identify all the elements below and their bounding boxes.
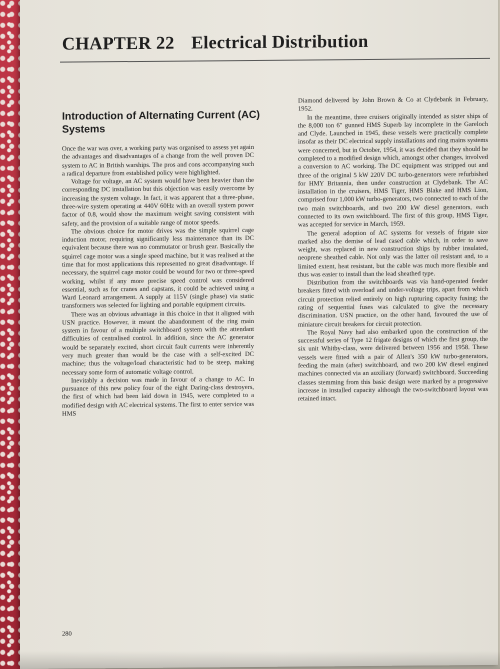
paragraph: Inevitably a decision was made in favour of a change to AC. In pursuance of this new policy four of the eight Daring-class destroyers, the first of which had been laid down in 1945, were completed to a modified design with AC electrical systems. The first to enter service was HMS — [62, 375, 254, 418]
right-column — [298, 96, 488, 404]
page-number: 280 — [62, 630, 72, 638]
paragraph: Distribution from the switchboards was via hand-operated feeder breakers fitted with overload and under-voltage trips, apart from which circuit protection relied entirely on high rupturing capacity fusing; the rating of sequential fuses was calculated to give the necessary discrimination. USN practice, on the other hand, favoured the use of miniature circuit breakers for circuit protection. — [298, 278, 488, 329]
paragraph: There was an obvious advantage in this choice in that it aligned with USN practice. However, it meant the abandonment of the ring main system in favour of a multiple switchboard system with the attendant difficulties of centralised control. In addition, since the AC generator would be separately excited, short circuit fault currents were inherently very much greater than would be the case with a self-excited DC machine; thus the voltage/load characteristic had to be steep, making necessary some form of automatic voltage control. — [62, 309, 254, 377]
paragraph: Once the war was over, a working party was organised to assess yet again the advantages and disadvantages of a change from the well proven DC system to AC in British warships. The pros and cons accompanying such a radical departure from established policy were highlighted. — [62, 143, 254, 178]
paragraph: The obvious choice for motor drives was the simple squirrel cage induction motor, requiring significantly less maintenance than its DC equivalent because there was no commutator or brush gear. Basically the squirrel cage motor was a single speed machine, but it was realised at the time that for most applications this represented no great disadvantage. If necessary, the squirrel cage motor could be wound for two or three-speed working, whilst if any more precise speed control was considered essential, such as for cranes and capstans, it could be achieved using a Ward Leonard arrangement. A supply at 115V (single phase) via static transformers was selected for lighting and portable equipment circuits. — [62, 226, 254, 310]
chapter-heading — [62, 30, 462, 54]
chapter-number: CHAPTER 22 — [62, 32, 175, 54]
paragraph: The Royal Navy had also embarked upon the construction of the successful series of Type 12 frigate designs of which the first group, the six unit Whitby-class, were delivered between 1956 and 1958. These vessels were fitted with a pair of Allen's 350 kW turbo-generators, feeding the main (after) switchboard, and two 200 kW diesel engined machines connected via an auxiliary (forward) switchboard. Succeeding classes stemming from this basic design were marked by a progressive increase in installed capacity although the two-switchboard layout was retained intact. — [298, 327, 488, 403]
left-column — [62, 144, 254, 419]
paragraph: Voltage for voltage, an AC system would have been heavier than the corresponding DC installation but this objection was easily overcome by increasing the system voltage. In fact, it was apparent that a three-phase, three-wire system operating at 440V 60Hz with an overall system power factor of 0.8, would show the maximum weight saving consistent with safety, and the provision of a suitable range of motor speeds. — [62, 177, 254, 228]
heading-rule — [60, 58, 490, 63]
page-shadow — [20, 651, 500, 669]
fabric-background — [0, 0, 22, 669]
paragraph: Diamond delivered by John Brown & Co at Clydebank in February, 1952. — [298, 95, 488, 113]
paragraph: The general adoption of AC systems for vessels of frigate size marked also the demise of lead cased cable which, in order to save weight, was replaced in new construction ships by rubber insulated, neoprene sheathed cable. Not only was the latter oil resistant and, to a limited extent, heat resistant, but the cable was much more flexible and thus was easier to install than the lead sheathed type. — [298, 228, 488, 279]
book-page — [20, 0, 498, 669]
paragraph: In the meantime, three cruisers originally intended as sister ships of the 8,000 ton 6" gunned HMS Superb lay incomplete in the Gareloch and Clyde. Launched in 1945, these vessels were practically complete insofar as their DC electrical supply installations and ring mains systems were concerned, but in October, 1954, it was decided that they should be completed to a modified design which, amongst other changes, involved a conversion to AC working. The DC equipment was stripped out and three of the original 5 kW 220V DC turbo-generators were refurbished for HMY Britannia, then under construction at Clydebank. The AC installation in the cruisers, HMS Tiger, HMS Blake and HMS Lion, comprised four 1,000 kW turbo-generators, two connected to each of the two main switchboards, and two 200 kW diesel generators, each connected to its own switchboard. The first of this group, HMS Tiger, was accepted for service in March, 1959. — [298, 112, 488, 229]
chapter-title: Electrical Distribution — [191, 30, 369, 53]
section-heading: Introduction of Alternating Current (AC) Systems — [62, 108, 260, 136]
